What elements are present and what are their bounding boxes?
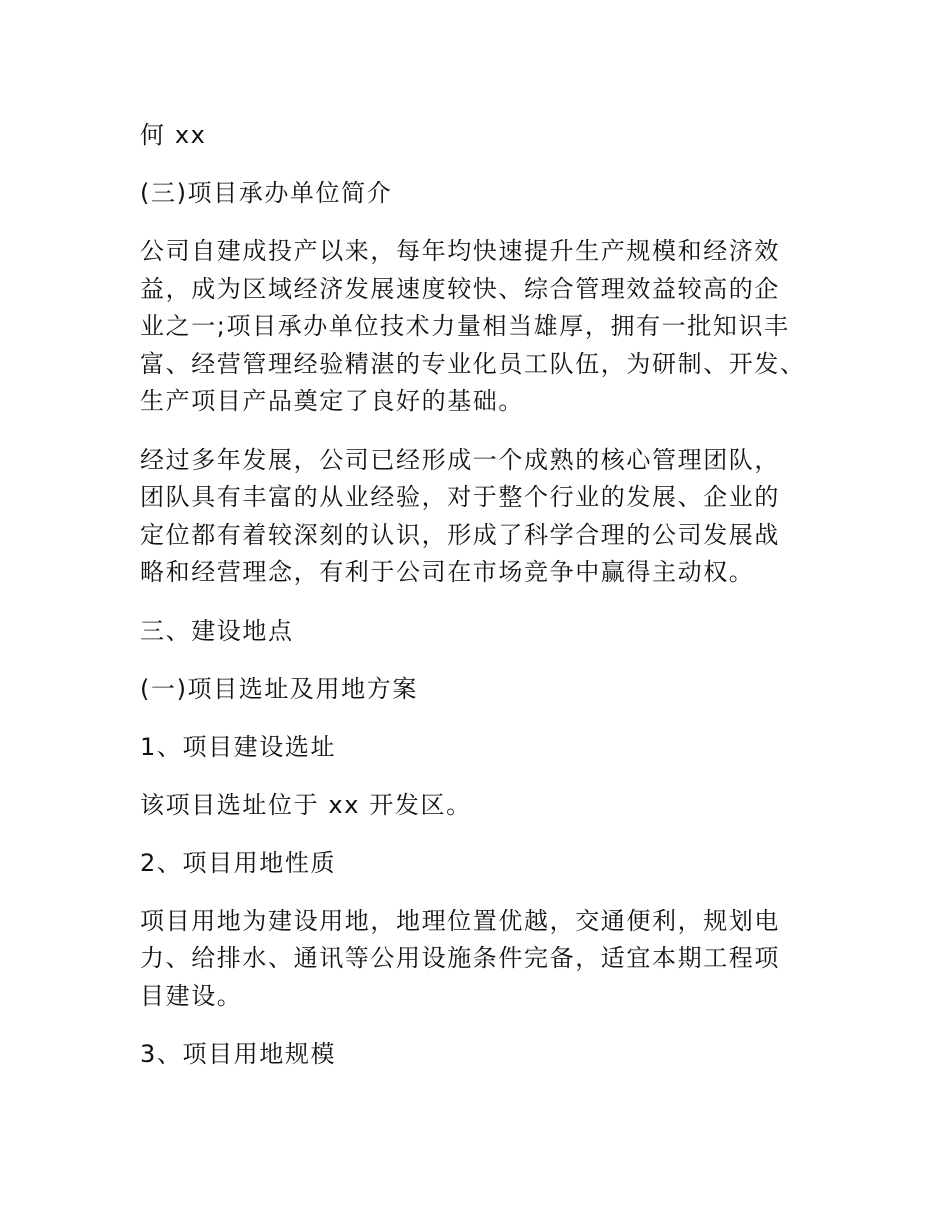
- heading-site-selection: 1、项目建设选址: [140, 732, 337, 761]
- paragraph-line: 略和经营理念，有利于公司在市场竞争中赢得主动权。: [140, 558, 755, 586]
- paragraph-company-intro: [140, 233, 812, 421]
- paragraph-line: 力、给排水、通讯等公用设施条件完备，适宜本期工程项: [140, 944, 780, 972]
- paragraph-line: 团队具有丰富的从业经验，对于整个行业的发展、企业的: [140, 483, 780, 511]
- document-body: [140, 117, 812, 1072]
- paragraph-line: 经过多年发展，公司已经形成一个成熟的核心管理团队，: [140, 445, 780, 474]
- paragraph-line: 项目用地为建设用地，地理位置优越，交通便利，规划电: [140, 906, 780, 935]
- paragraph-line: 益，成为区域经济发展速度较快、综合管理效益较高的企: [140, 274, 780, 303]
- paragraph-line: 公司自建成投产以来，每年均快速提升生产规模和经济效: [140, 237, 780, 265]
- paragraph-line: 生产项目产品奠定了良好的基础。: [140, 387, 524, 415]
- heading-land-nature: 2、项目用地性质: [140, 848, 337, 877]
- text-site-selection: 该项目选址位于 xx 开发区。: [140, 790, 472, 819]
- heading-unit-intro: (三)项目承办单位简介: [140, 179, 393, 207]
- heading-site-plan: (一)项目选址及用地方案: [140, 674, 418, 703]
- paragraph-line: 业之一;项目承办单位技术力量相当雄厚，拥有一批知识丰: [140, 312, 790, 340]
- paragraph-land-nature: [140, 903, 812, 1016]
- paragraph-line: 定位都有着较深刻的认识，形成了科学合理的公司发展战: [140, 520, 780, 549]
- paragraph-line: 富、经营管理经验精湛的专业化员工队伍，为研制、开发、: [140, 349, 806, 378]
- heading-location: 三、建设地点: [140, 616, 294, 645]
- paragraph-line: 目建设。: [140, 981, 243, 1010]
- paragraph-team: [140, 442, 812, 592]
- author-line: 何 xx: [140, 121, 207, 149]
- heading-land-scale: 3、项目用地规模: [140, 1040, 337, 1068]
